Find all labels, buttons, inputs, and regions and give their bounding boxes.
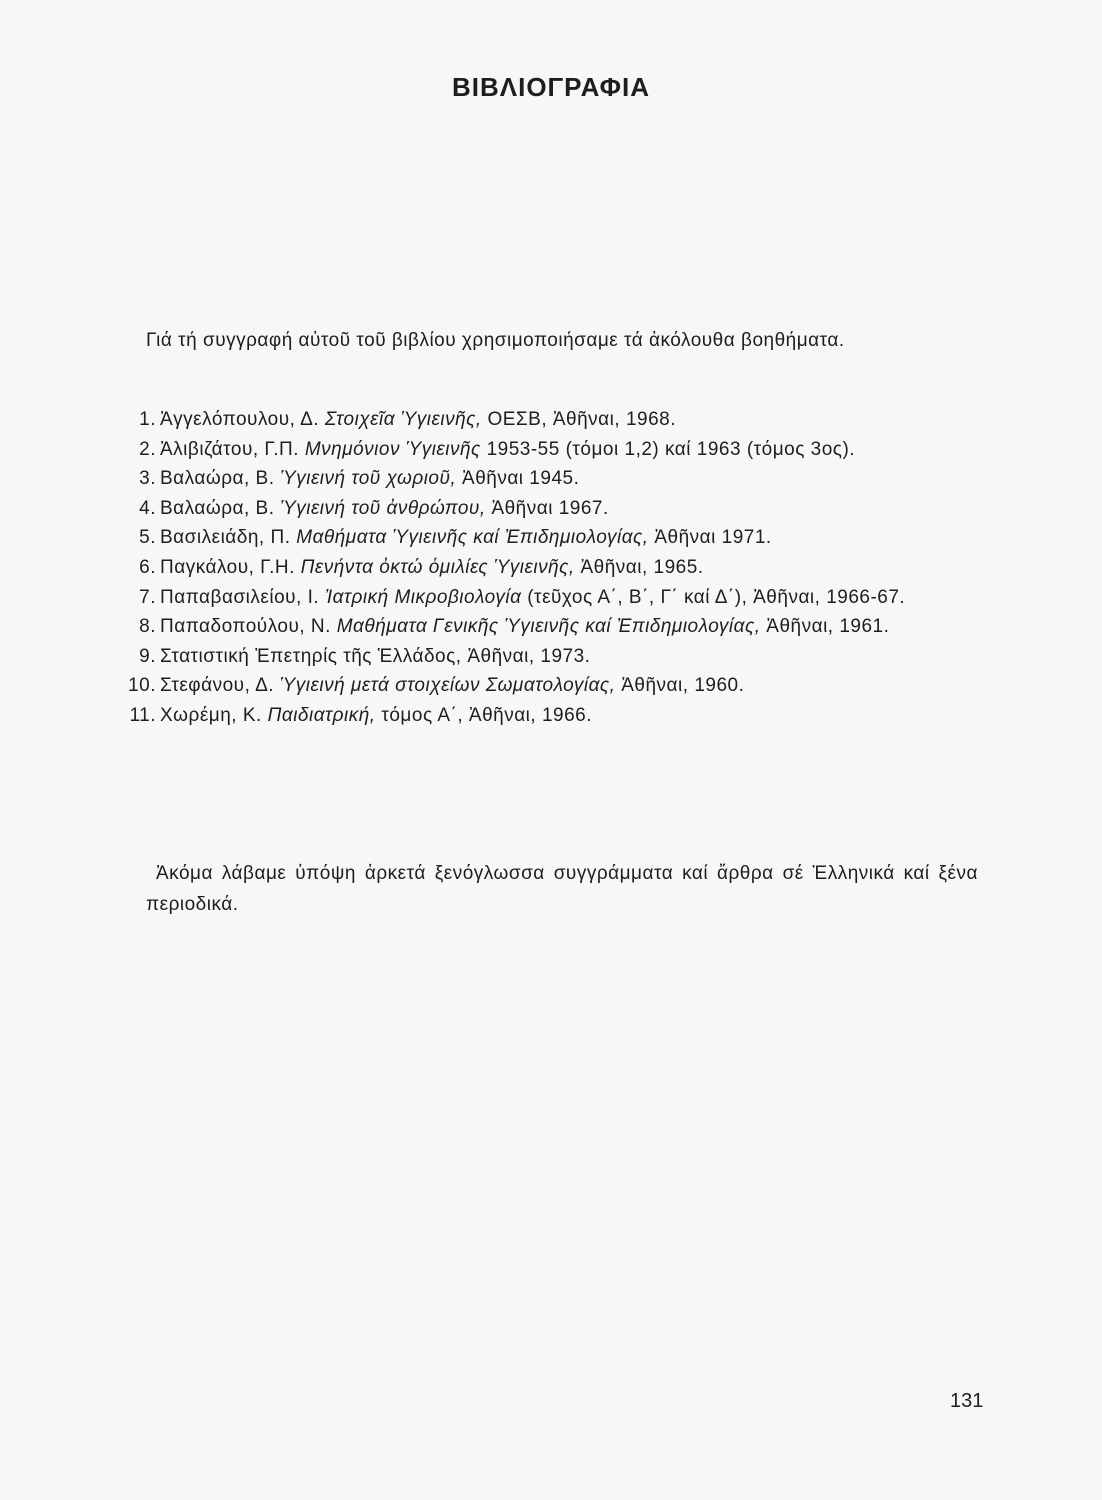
page-number: 131 — [950, 1390, 984, 1412]
ref-number: 3. — [139, 468, 156, 490]
ref-number: 11. — [129, 704, 156, 726]
page-title: ΒΙΒΛΙΟΓΡΑΦΙΑ — [451, 72, 651, 102]
ref-author: Στεφάνου, Δ. — [160, 675, 275, 697]
ref-number: 5. — [139, 527, 156, 549]
ref-title: Στοιχεῖα Ὑγιεινῆς, — [324, 409, 482, 430]
ref-rest: Ἀθῆναι 1967. — [491, 497, 609, 519]
intro-paragraph: Γιά τή συγγραφή αὐτοῦ τοῦ βιβλίου χρησιμοποιήσαμε τά ἀκόλουθα βοηθήματα. — [146, 330, 845, 351]
list-item — [116, 523, 996, 553]
ref-title: Μαθήματα Γενικῆς Ὑγιεινῆς καί Ἐπιδημιολογίας, — [336, 616, 761, 638]
ref-author: Βασιλειάδη, Π. — [160, 527, 291, 549]
ref-author: Στατιστική Ἐπετηρίς τῆς Ἑλλάδος, — [160, 645, 462, 667]
list-item — [116, 553, 996, 583]
ref-title: Παιδιατρική, — [267, 704, 376, 726]
ref-rest: Ἀθῆναι 1945. — [462, 468, 580, 490]
ref-text — [160, 671, 996, 701]
ref-number: 1. — [139, 409, 156, 430]
list-item — [116, 671, 996, 701]
ref-text — [160, 464, 996, 494]
ref-rest: 1953-55 (τόμοι 1,2) καί 1963 (τόμος 3ος). — [486, 438, 856, 460]
list-item — [116, 464, 996, 494]
ref-number: 7. — [139, 586, 156, 608]
ref-title: Μνημόνιον Ὑγιεινῆς — [304, 438, 481, 460]
ref-author: Χωρέμη, Κ. — [160, 704, 262, 726]
list-item — [116, 642, 996, 672]
ref-title: Πενήντα ὀκτώ ὁμιλίες Ὑγιεινῆς, — [300, 556, 575, 578]
list-item — [116, 612, 996, 642]
ref-rest: ΟΕΣΒ, Ἀθῆναι, 1968. — [487, 409, 676, 430]
ref-number: 6. — [139, 556, 156, 578]
ref-text — [160, 553, 996, 583]
ref-number: 9. — [139, 645, 156, 667]
ref-title: Ἰατρική Μικροβιολογία — [324, 586, 522, 608]
ref-text — [160, 523, 996, 553]
list-item — [116, 701, 996, 731]
ref-text — [160, 405, 996, 435]
ref-rest: Ἀθῆναι, 1973. — [467, 645, 591, 667]
ref-text — [160, 583, 996, 613]
ref-number: 4. — [139, 497, 156, 519]
ref-text — [160, 435, 996, 465]
list-item — [116, 583, 996, 613]
ref-number: 10. — [128, 675, 156, 697]
ref-title: Ὑγιεινή μετά στοιχείων Σωματολογίας, — [279, 675, 616, 697]
ref-rest: (τεῦχος Α΄, Β΄, Γ΄ καί Δ΄), Ἀθῆναι, 1966-67. — [527, 586, 906, 608]
list-item — [116, 435, 996, 465]
ref-author: Βαλαώρα, Β. — [160, 497, 275, 519]
ref-rest: Ἀθῆναι, 1961. — [766, 616, 890, 638]
ref-rest: τόμος Α΄, Ἀθῆναι, 1966. — [381, 704, 593, 726]
reference-list — [116, 405, 996, 731]
ref-author: Παπαδοπούλου, Ν. — [160, 616, 331, 638]
ref-text — [160, 494, 996, 524]
ref-title: Μαθήματα Ὑγιεινῆς καί Ἐπιδημιολογίας, — [296, 527, 649, 549]
ref-author: Παγκάλου, Γ.Η. — [160, 556, 295, 578]
ref-rest: Ἀθῆναι, 1960. — [621, 675, 745, 697]
closing-paragraph: Ἀκόμα λάβαμε ὑπόψη ἀρκετά ξενόγλωσσα συγγράμματα καί ἄρθρα σέ Ἑλληνικά καί ξένα περιοδικά. — [146, 863, 978, 915]
ref-number: 8. — [139, 616, 156, 638]
ref-author: Ἀγγελόπουλου, Δ. — [160, 409, 320, 430]
list-item — [116, 405, 996, 435]
ref-author: Ἀλιβιζάτου, Γ.Π. — [160, 438, 300, 460]
ref-number: 2. — [139, 438, 156, 460]
ref-title: Ὑγιεινή τοῦ χωριοῦ, — [280, 468, 457, 490]
ref-text — [160, 642, 996, 672]
ref-text — [160, 612, 996, 642]
ref-author: Παπαβασιλείου, Ι. — [160, 586, 320, 608]
ref-rest: Ἀθῆναι, 1965. — [580, 556, 704, 578]
list-item — [116, 494, 996, 524]
ref-title: Ὑγιεινή τοῦ ἀνθρώπου, — [280, 497, 486, 519]
ref-text — [160, 701, 996, 731]
ref-author: Βαλαώρα, Β. — [160, 468, 275, 490]
ref-rest: Ἀθῆναι 1971. — [654, 527, 772, 549]
